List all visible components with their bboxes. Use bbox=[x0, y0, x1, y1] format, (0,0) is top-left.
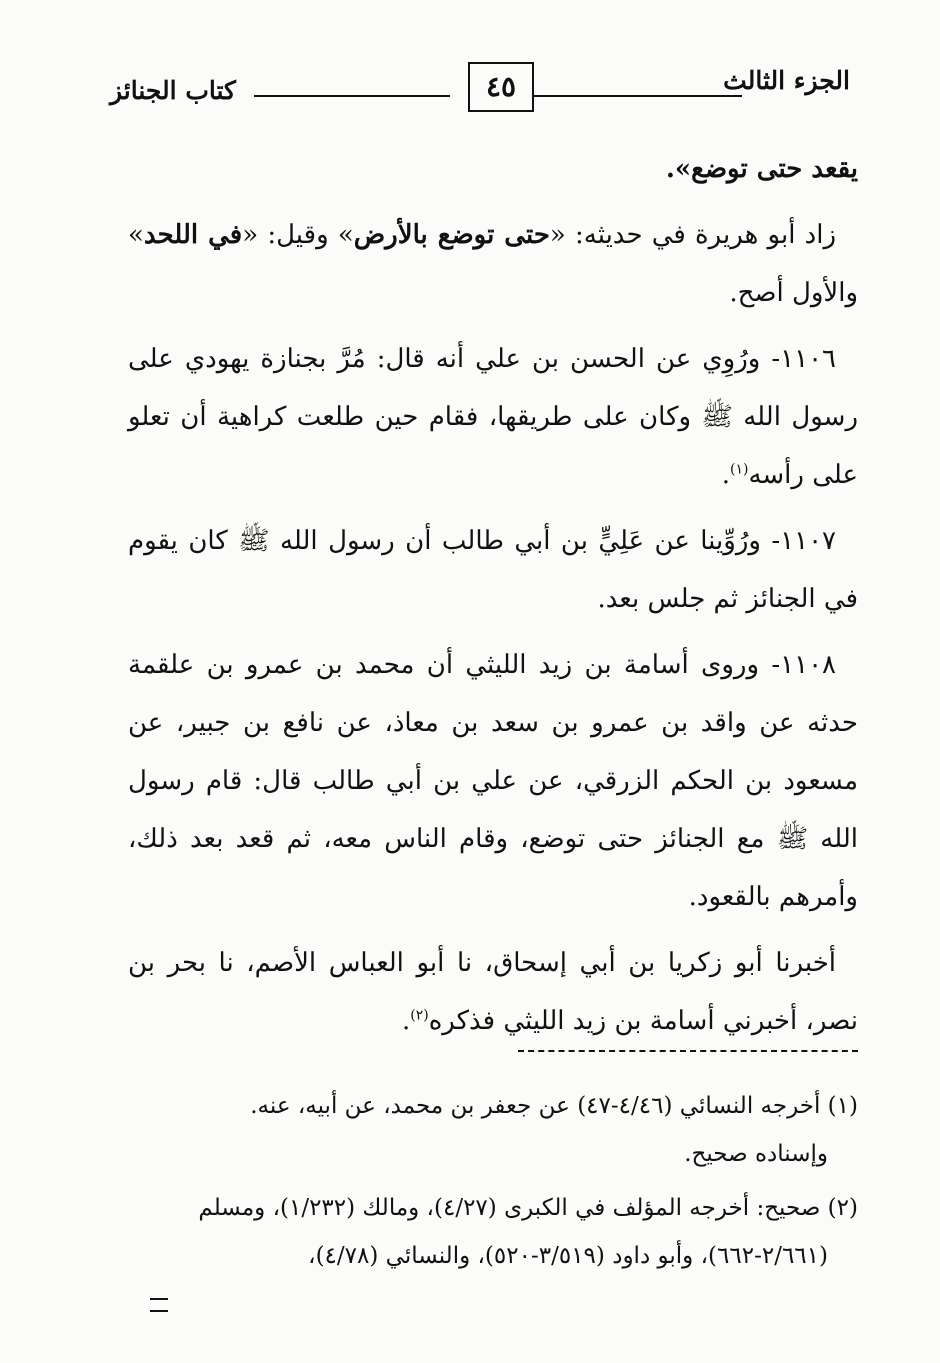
footnote-ref-2[interactable]: (٢) bbox=[410, 1007, 429, 1024]
text-run: . bbox=[721, 460, 730, 490]
bold-quote: حتى توضع بالأرض bbox=[353, 220, 550, 250]
hadith-1106 bbox=[128, 330, 858, 504]
header-rule-right bbox=[532, 95, 742, 97]
isnad-text: أخبرنا أبو زكريا بن أبي إسحاق، نا أبو العباس الأصم، نا بحر بن نصر، أخبرني أسامة بن زيد الليثي فذكره bbox=[128, 948, 858, 1036]
footnote-1-line2: وإسناده صحيح. bbox=[684, 1141, 828, 1167]
hadith-1108: ١١٠٨- وروى أسامة بن زيد الليثي أن محمد بن عمرو بن علقمة حدثه عن واقد بن عمرو بن سعد بن معاذ، عن نافع بن جبير، عن مسعود بن الحكم الزرقي، عن علي بن أبي طالب قال: قام رسول الله ﷺ مع الجنائز حتى توضع، وقام الناس معه، ثم قعد بعد ذلك، وأمرهم بالقعود. bbox=[128, 650, 858, 912]
continuation-text: يقعد حتى توضع». bbox=[665, 154, 858, 184]
paragraph-abu-hurayra bbox=[128, 206, 858, 322]
paragraph-continuation bbox=[128, 140, 858, 198]
footnote-ref-1[interactable]: (١) bbox=[729, 461, 749, 478]
footnote-2-line1: (٢) صحيح: أخرجه المؤلف في الكبرى (٤/٢٧)، ومالك (١/٢٣٢)، ومسلم bbox=[198, 1195, 858, 1221]
footnote-1 bbox=[128, 1082, 858, 1178]
footnote-2 bbox=[128, 1184, 858, 1280]
footnote-1-line1: (١) أخرجه النسائي (٤/٤٦-٤٧) عن جعفر بن محمد، عن أبيه، عنه. bbox=[250, 1093, 858, 1119]
page-header bbox=[110, 58, 850, 116]
isnad-paragraph bbox=[128, 934, 858, 1050]
hadith-text: ١١٠٦- ورُوِي عن الحسن بن علي أنه قال: مُرَّ بجنازة يهودي على رسول الله ﷺ وكان على طريقها، فقام حين طلعت كراهية أن تعلو على رأسه bbox=[128, 344, 858, 490]
main-text bbox=[128, 140, 858, 1050]
footnote-2-line2: (٢/٦٦١-٦٦٢)، وأبو داود (٣/٥١٩-٥٢٠)، والنسائي (٤/٧٨)، bbox=[308, 1243, 828, 1269]
header-rule-left bbox=[254, 95, 450, 97]
header-part-title: الجزء الثالث bbox=[723, 66, 850, 95]
text-run: » وقيل: « bbox=[242, 220, 354, 250]
footnote-separator bbox=[518, 1050, 858, 1052]
text-run: زاد أبو هريرة في حديثه: « bbox=[549, 220, 836, 250]
bold-quote: في اللحد bbox=[143, 220, 243, 250]
page-number: ٤٥ bbox=[468, 62, 534, 112]
footnotes bbox=[128, 1082, 858, 1286]
text-run: » والأول أصح. bbox=[128, 220, 858, 308]
text-run: . bbox=[401, 1006, 411, 1036]
header-book-title: كتاب الجنائز bbox=[110, 76, 236, 105]
hadith-1107: ١١٠٧- ورُوِّينا عن عَلِيٍّ بن أبي طالب أن رسول الله ﷺ كان يقوم في الجنائز ثم جلس بعد. bbox=[128, 526, 858, 614]
continuation-mark bbox=[150, 1298, 168, 1312]
